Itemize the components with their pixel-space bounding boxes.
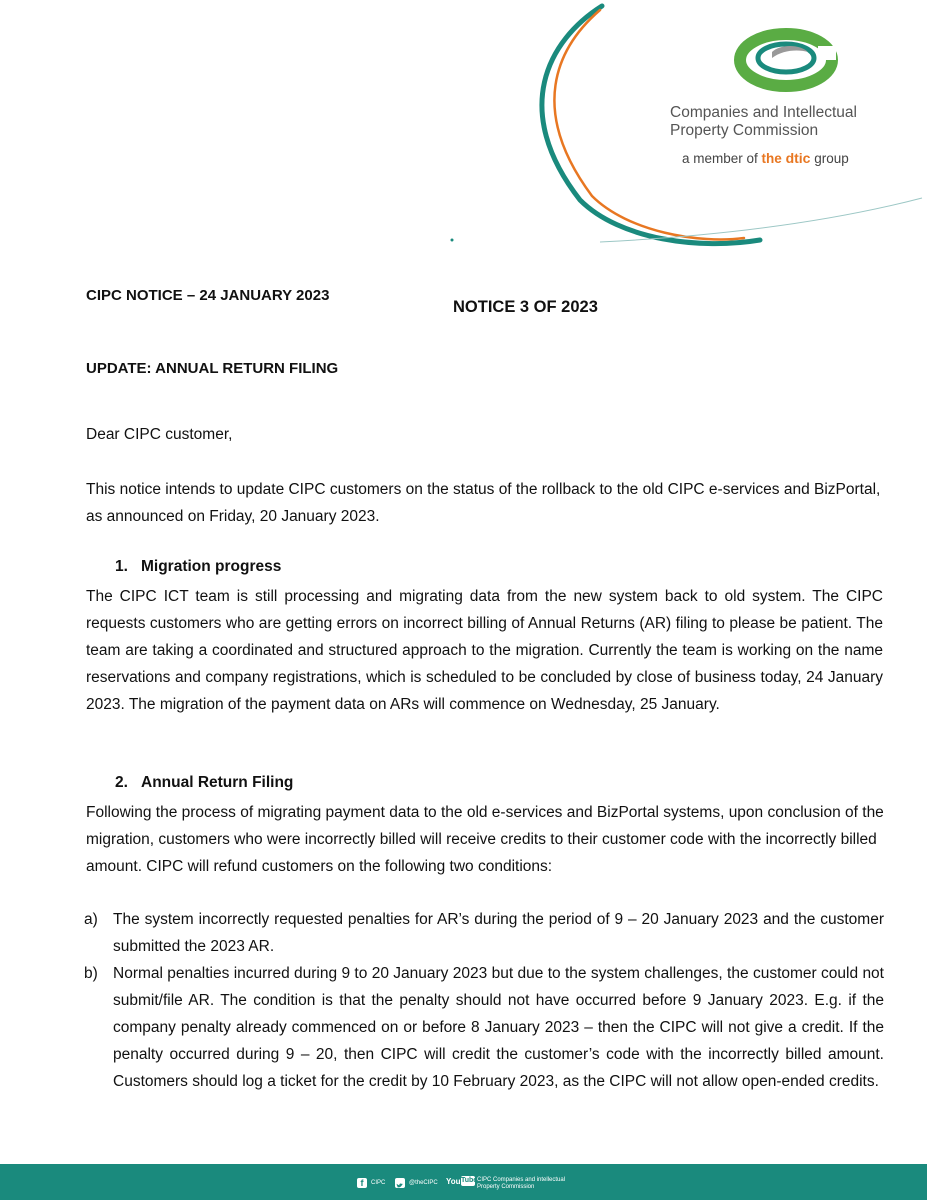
small-dot bbox=[451, 239, 454, 242]
section-2-heading bbox=[115, 774, 293, 792]
cipc-logo-mark bbox=[740, 34, 836, 86]
twitter-bird-icon bbox=[395, 1181, 405, 1191]
member-prefix: a member of bbox=[682, 151, 758, 166]
notice-number-heading: NOTICE 3 OF 2023 bbox=[453, 298, 598, 316]
notice-date-heading: CIPC NOTICE – 24 JANUARY 2023 bbox=[86, 287, 330, 304]
greeting: Dear CIPC customer, bbox=[86, 426, 233, 443]
section-1-number: 1. bbox=[115, 558, 128, 575]
section-1-heading bbox=[115, 558, 281, 576]
section-1-paragraph: The CIPC ICT team is still processing and migrating data from the new system back to old system. The CIPC requests customers who are getting errors on incorrect billing of Annual Returns (AR) filing to please be patient. The team are taking a coordinated and structured approach to the migration. Currently the team is working on the name reservations and company registrations, which is scheduled to be concluded by close of business today, 24 January 2023. The migration of the payment data on ARs will commence on Wednesday, 25 January. bbox=[86, 588, 883, 713]
section-1-title: Migration progress bbox=[141, 558, 282, 575]
condition-a-label: a) bbox=[84, 911, 98, 928]
intro-paragraph: This notice intends to update CIPC customers on the status of the rollback to the old CIPC e-services and BizPortal, as announced on Friday, 20 January 2023. bbox=[86, 481, 881, 525]
org-name-line2: Property Commission bbox=[670, 122, 819, 139]
condition-b-label: b) bbox=[84, 965, 98, 982]
facebook-label[interactable]: CIPC bbox=[371, 1180, 386, 1186]
twitter-icon[interactable] bbox=[395, 1178, 405, 1188]
footer-bar bbox=[0, 1164, 927, 1200]
facebook-icon[interactable]: f bbox=[357, 1178, 367, 1188]
condition-b bbox=[84, 960, 884, 1095]
youtube-label-line2[interactable]: Property Commission bbox=[477, 1184, 535, 1190]
condition-a bbox=[84, 906, 884, 960]
member-of-dtic-tagline bbox=[682, 150, 849, 166]
youtube-icon-tube[interactable]: Tube bbox=[461, 1177, 478, 1184]
condition-b-text: Normal penalties incurred during 9 to 20 January 2023 but due to the system challenges, the customer could not submit/file AR. The condition is that the penalty should not have occurred before 9 January 2023. E.g. if the company penalty already commenced on or before 8 January 2023 – then the CIPC will not give a credit. If the penalty occurred during 9 – 20, then CIPC will credit the customer’s code with the incorrectly billed amount. Customers should log a ticket for the credit by 10 February 2023, as the CIPC will not allow open-ended credits. bbox=[113, 965, 884, 1090]
member-dtic: dtic bbox=[785, 150, 811, 166]
section-2-paragraph: Following the process of migrating payment data to the old e-services and BizPortal systems, upon conclusion of the migration, customers who were incorrectly billed will receive credits to their customer code with the incorrectly billed amount. CIPC will refund customers on the following two conditions: bbox=[86, 804, 884, 875]
org-name-line1: Companies and Intellectual bbox=[670, 104, 857, 121]
condition-a-text: The system incorrectly requested penalties for AR’s during the period of 9 – 20 January 2023 and the customer submitted the 2023 AR. bbox=[113, 911, 884, 955]
youtube-icon-you[interactable]: You bbox=[446, 1177, 461, 1186]
member-the: the bbox=[761, 151, 782, 166]
section-2-title: Annual Return Filing bbox=[141, 774, 294, 791]
section-2-number: 2. bbox=[115, 774, 128, 791]
update-title-heading: UPDATE: ANNUAL RETURN FILING bbox=[86, 360, 339, 377]
twitter-label[interactable]: @theCIPC bbox=[409, 1180, 438, 1186]
youtube-label-line1[interactable]: CIPC Companies and intellectual bbox=[477, 1177, 566, 1183]
member-group: group bbox=[814, 151, 849, 166]
